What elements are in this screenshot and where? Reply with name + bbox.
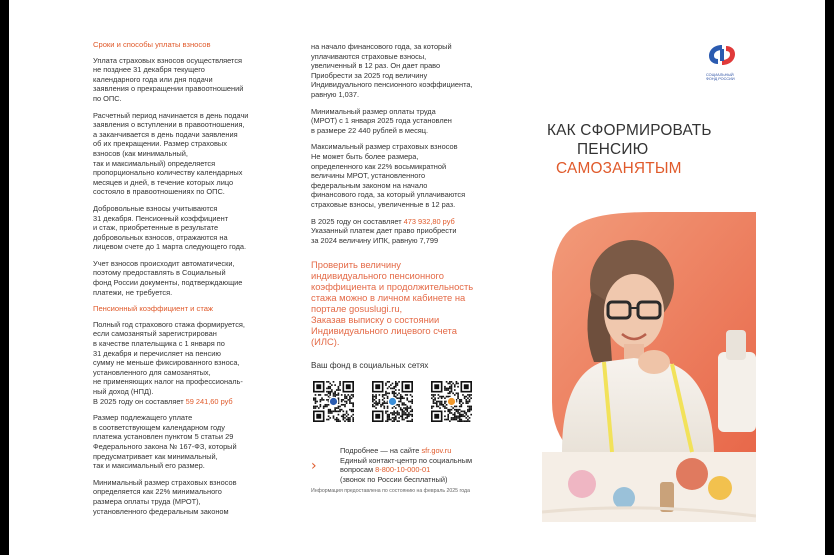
qr-code-telegram[interactable] [431, 381, 472, 422]
social-badge-icon [447, 397, 456, 406]
section-heading-coefficient: Пенсионный коэффициент и стаж [93, 304, 214, 314]
title-line-3: САМОЗАНЯТЫМ [556, 160, 682, 177]
sfr-logo [706, 43, 746, 82]
max-fee-label: В 2025 году он составляет [311, 216, 404, 226]
fixed-fee-amount: 59 241,60 руб [185, 396, 233, 406]
paragraph: Размер подлежащего уплате в соответствующем календарном году платежа установлен пунктом 5 статьи 29 Федерального закона № 167-ФЗ, который предусматривает как минимальный, так и максимальный его размер. [93, 413, 237, 471]
paragraph: на начало финансового года, за который уплачиваются страховые взносы, увеличенный в 12 раз. Он дает право Приобрести за 2025 год величину Индивидуального пенсионного коэффициента, равную 1,037. [311, 42, 473, 99]
paragraph: Учет взносов происходит автоматически, поэтому предоставлять в Социальный фонд России документы, подтверждающие платежи, не требуется. [93, 258, 243, 297]
qr-pattern [431, 381, 472, 422]
contact-center-label: Единый контакт-центр по социальным вопросам [340, 455, 473, 475]
title-line-1: КАК СФОРМИРОВАТЬ [547, 122, 712, 139]
paragraph: Добровольные взносы учитываются 31 декабря. Пенсионный коэффициент и стаж, приобретенные в результате добровольных взносов, отражаются на лицевом счете до 1 марта следующего года. [93, 203, 247, 252]
paragraph: Уплата страховых взносов осуществляется не позднее 31 декабря текущего календарного года или дня подачи заявления о прекращении правоотношений по ОПС. [93, 55, 244, 103]
paragraph: Полный год страхового стажа формируется, если самозанятый зарегистрирован в качестве плательщика с 1 января по 31 декабря и перечисляет на пенсию сумму не меньше фиксированного взноса, установленного для самозанятых, не применяющих налог на профессиональ- ный доход (НПД). [93, 319, 245, 396]
qr-code-vk[interactable] [313, 381, 354, 422]
social-badge-icon [388, 397, 397, 406]
site-link[interactable]: sfr.gov.ru [421, 446, 452, 455]
contact-site-label: Подробнее — на сайте [340, 446, 422, 455]
fixed-fee-line [93, 397, 293, 407]
logo-text: СОЦИАЛЬНЫЙ ФОНД РОССИИ [706, 73, 735, 82]
column-middle [311, 42, 516, 422]
qr-codes [313, 381, 516, 422]
social-title: Ваш фонд в социальных сетях [311, 361, 429, 371]
contact-block [311, 446, 521, 484]
contact-text [340, 446, 521, 484]
max-fee-amount: 473 932,80 руб [403, 216, 455, 226]
paragraph: Расчетный период начинается в день подачи заявления о вступлении в правоотношения, а заканчивается в день подачи заявления об их прекращении. Размер страховых взносов (как минимальный, так и максимальный) определяется пропорционально количеству календарных месяцев и дней, в течение которых лицо состояло в правоотношениях по ОПС. [93, 110, 249, 197]
social-badge-icon [329, 397, 338, 406]
paragraph: Указанный платеж дает право приобрести за 2024 величину ИПК, равную 7,799 [311, 226, 457, 245]
paragraph: Минимальный размер оплаты труда (МРОТ) с 1 января 2025 года установлен в размере 22 440 рублей в месяц. [311, 106, 452, 135]
hero-photo [542, 212, 756, 522]
qr-code-ok[interactable] [372, 381, 413, 422]
fixed-fee-label: В 2025 году он составляет [93, 396, 186, 406]
paragraph: Минимальный размер страховых взносов определяется как 22% минимального размера оплаты труда (МРОТ), установленного федеральным законом [93, 477, 237, 516]
promo-text: Проверить величину индивидуального пенсионного коэффициента и продолжительность стажа можно в личном кабинете на портале gosuslugi.ru, Заказав выписку о состоянии Индивидуального лицевого счета (ИЛС). [311, 259, 474, 348]
column-left [93, 40, 293, 523]
brochure-page [9, 0, 825, 555]
qr-pattern [313, 381, 354, 422]
brochure-title [547, 121, 787, 178]
section-heading-payment: Сроки и способы уплаты взносов [93, 40, 211, 49]
title-line-2: ПЕНСИЮ [577, 141, 649, 158]
qr-pattern [372, 381, 413, 422]
phone-link[interactable]: 8-800-10-000-01 [375, 465, 431, 475]
paragraph: Максимальный размер страховых взносов Не может быть более размера, определенного как 22% восьмикратной величины МРОТ, установленного федеральным законом на начало финансового года, за который уплачиваются страховые взносы, увеличенные в 12 раз. [311, 142, 466, 209]
contact-note: (звонок по России бесплатный) [340, 474, 448, 484]
footnote: Информация предоставлена по состоянию на февраль 2025 года [311, 488, 470, 494]
max-fee-line [311, 217, 516, 227]
chevron-right-icon: › [311, 458, 317, 474]
sfr-logo-icon [706, 43, 738, 67]
